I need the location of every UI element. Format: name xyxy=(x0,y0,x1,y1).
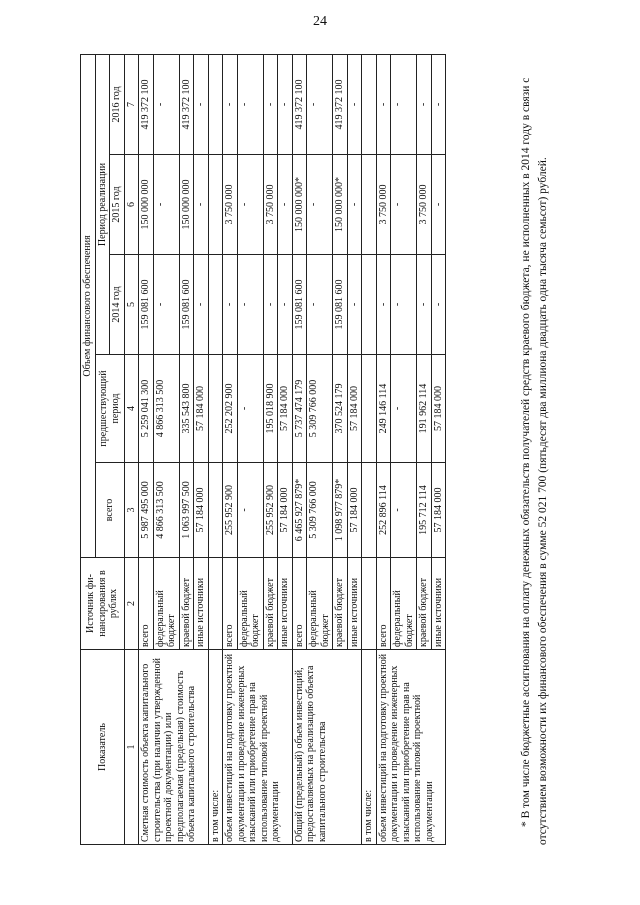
value-cell: 255 952 900 xyxy=(263,463,278,558)
value-cell: - xyxy=(347,155,362,255)
value-cell: - xyxy=(223,54,238,154)
value-cell: - xyxy=(223,255,238,355)
value-cell: 419 372 100 xyxy=(333,54,348,154)
subheading-row xyxy=(362,54,377,844)
value-cell: 255 952 900 xyxy=(223,463,238,558)
value-cell: 1 063 997 500 xyxy=(179,463,194,558)
empty-cell xyxy=(362,558,377,650)
value-cell: 3 750 000 xyxy=(417,155,432,255)
empty-cell xyxy=(362,255,377,355)
value-cell: - xyxy=(194,255,209,355)
value-cell: 57 184 000 xyxy=(278,463,293,558)
value-cell: - xyxy=(431,54,446,154)
value-cell: 57 184 000 xyxy=(278,355,293,463)
financing-table xyxy=(80,54,446,845)
rotated-content xyxy=(80,55,550,845)
empty-cell xyxy=(208,463,223,558)
value-cell: 419 372 100 xyxy=(139,54,154,154)
table-row xyxy=(376,54,391,844)
value-cell: - xyxy=(376,255,391,355)
value-cell: 150 000 000* xyxy=(333,155,348,255)
source-cell: краевой бюджет xyxy=(179,558,194,650)
value-cell: 3 750 000 xyxy=(263,155,278,255)
value-cell: - xyxy=(391,155,417,255)
value-cell: 57 184 000 xyxy=(194,355,209,463)
source-cell: федеральный бюджет xyxy=(237,558,263,650)
value-cell: 4 866 313 500 xyxy=(153,463,179,558)
value-cell: 57 184 000 xyxy=(347,355,362,463)
group-label: в том числе: xyxy=(208,650,223,845)
value-cell: - xyxy=(391,54,417,154)
source-cell: федеральный бюджет xyxy=(153,558,179,650)
column-number: 7 xyxy=(124,54,139,154)
value-cell: - xyxy=(347,255,362,355)
value-cell: - xyxy=(391,255,417,355)
value-cell: 1 098 977 879* xyxy=(333,463,348,558)
source-cell: иные источники xyxy=(194,558,209,650)
source-cell: краевой бюджет xyxy=(263,558,278,650)
value-cell: 150 000 000 xyxy=(179,155,194,255)
source-cell: всего xyxy=(223,558,238,650)
source-cell: всего xyxy=(139,558,154,650)
value-cell: - xyxy=(278,155,293,255)
value-cell: 5 309 766 000 xyxy=(307,463,333,558)
value-cell: 150 000 000* xyxy=(292,155,307,255)
empty-cell xyxy=(362,54,377,154)
group-label: объем инвестиций на подготовку проектной документации и проведение инженерных изысканий или приобретение прав на использование типовой проектной документации xyxy=(376,650,446,845)
value-cell: - xyxy=(431,155,446,255)
source-cell: иные источники xyxy=(278,558,293,650)
value-cell: - xyxy=(153,155,179,255)
column-number: 5 xyxy=(124,255,139,355)
value-cell: 57 184 000 xyxy=(431,463,446,558)
value-cell: - xyxy=(263,255,278,355)
value-cell: 159 081 600 xyxy=(179,255,194,355)
value-cell: 252 896 114 xyxy=(376,463,391,558)
value-cell: 252 202 900 xyxy=(223,355,238,463)
value-cell: - xyxy=(237,463,263,558)
value-cell: - xyxy=(237,255,263,355)
source-cell: иные источники xyxy=(431,558,446,650)
header-2015: 2015 год xyxy=(110,155,125,255)
value-cell: 57 184 000 xyxy=(347,463,362,558)
header-2014: 2014 год xyxy=(110,255,125,355)
column-number: 1 xyxy=(124,650,139,845)
column-number: 4 xyxy=(124,355,139,463)
group-label: объем инвестиций на подготовку проектной документации и проведение инженерных изысканий или приобретение прав на использование типовой проектной документации xyxy=(223,650,293,845)
empty-cell xyxy=(208,355,223,463)
value-cell: - xyxy=(237,54,263,154)
header-indicator: Показатель xyxy=(81,650,125,845)
value-cell: 3 750 000 xyxy=(223,155,238,255)
value-cell: - xyxy=(391,463,417,558)
value-cell: 159 081 600 xyxy=(139,255,154,355)
column-number: 6 xyxy=(124,155,139,255)
value-cell: 159 081 600 xyxy=(333,255,348,355)
value-cell: 3 750 000 xyxy=(376,155,391,255)
value-cell: 57 184 000 xyxy=(194,463,209,558)
header-source: Источник финансирования в рублях xyxy=(81,558,125,650)
value-cell: - xyxy=(307,255,333,355)
value-cell: 5 737 474 179 xyxy=(292,355,307,463)
table-row xyxy=(292,54,307,844)
header-total: всего xyxy=(95,463,124,558)
value-cell: 5 987 495 000 xyxy=(139,463,154,558)
source-cell: иные источники xyxy=(347,558,362,650)
value-cell: 191 962 114 xyxy=(417,355,432,463)
group-label: Сметная стоимость объекта капитального строительства (при наличии утвержденной проектной документации) или предполагаемая (предельная) стоимость объекта капитального строительства xyxy=(139,650,209,845)
empty-cell xyxy=(362,463,377,558)
value-cell: 5 259 041 300 xyxy=(139,355,154,463)
value-cell: - xyxy=(153,54,179,154)
group-label: Общий (предельный) объем инвестиций, предоставляемых на реализацию объекта капитального строительства xyxy=(292,650,362,845)
value-cell: 419 372 100 xyxy=(292,54,307,154)
value-cell: - xyxy=(153,255,179,355)
empty-cell xyxy=(208,54,223,154)
group-label: в том числе: xyxy=(362,650,377,845)
source-cell: краевой бюджет xyxy=(417,558,432,650)
header-period: Период реализации xyxy=(95,54,110,354)
header-2016: 2016 год xyxy=(110,54,125,154)
source-cell: всего xyxy=(376,558,391,650)
value-cell: - xyxy=(278,54,293,154)
value-cell: 57 184 000 xyxy=(431,355,446,463)
table-body xyxy=(139,54,446,844)
value-cell: - xyxy=(278,255,293,355)
value-cell: 159 081 600 xyxy=(292,255,307,355)
header-previous: предшествующий период xyxy=(95,355,124,463)
empty-cell xyxy=(362,355,377,463)
column-number: 3 xyxy=(124,463,139,558)
value-cell: 195 712 114 xyxy=(417,463,432,558)
source-cell: федеральный бюджет xyxy=(307,558,333,650)
source-cell: краевой бюджет xyxy=(333,558,348,650)
value-cell: - xyxy=(263,54,278,154)
empty-cell xyxy=(208,155,223,255)
value-cell: 419 372 100 xyxy=(179,54,194,154)
empty-cell xyxy=(208,255,223,355)
source-cell: федеральный бюджет xyxy=(391,558,417,650)
value-cell: 150 000 000 xyxy=(139,155,154,255)
table-row xyxy=(139,54,154,844)
table-title: Объем финансового обеспечения xyxy=(81,54,96,557)
value-cell: - xyxy=(194,54,209,154)
value-cell: - xyxy=(417,255,432,355)
value-cell: 195 018 900 xyxy=(263,355,278,463)
value-cell: 6 465 927 879* xyxy=(292,463,307,558)
column-number: 2 xyxy=(124,558,139,650)
footnote: * В том числе бюджетные ассигнования на оплату денежных обязательств получателей средств краевого бюджета, не исполненных в 2014 году в связи с отсутствием возможности их финансового обеспечения в сумме 52 021 700 (пятьдесят два миллиона двадцать одна тысяча семьсот) рублей. xyxy=(520,77,549,845)
value-cell: - xyxy=(417,54,432,154)
value-cell: - xyxy=(307,155,333,255)
subheading-row xyxy=(208,54,223,844)
empty-cell xyxy=(362,155,377,255)
value-cell: - xyxy=(347,54,362,154)
empty-cell xyxy=(208,558,223,650)
value-cell: 249 146 114 xyxy=(376,355,391,463)
source-cell: всего xyxy=(292,558,307,650)
value-cell: 4 866 313 500 xyxy=(153,355,179,463)
value-cell: - xyxy=(376,54,391,154)
value-cell: - xyxy=(237,155,263,255)
value-cell: - xyxy=(194,155,209,255)
value-cell: - xyxy=(391,355,417,463)
value-cell: - xyxy=(307,54,333,154)
value-cell: 335 543 800 xyxy=(179,355,194,463)
value-cell: - xyxy=(431,255,446,355)
table-row xyxy=(223,54,238,844)
value-cell: 370 524 179 xyxy=(333,355,348,463)
value-cell: 5 309 766 000 xyxy=(307,355,333,463)
column-numbers-row xyxy=(124,54,139,844)
page-number: 24 xyxy=(313,14,327,29)
value-cell: - xyxy=(237,355,263,463)
